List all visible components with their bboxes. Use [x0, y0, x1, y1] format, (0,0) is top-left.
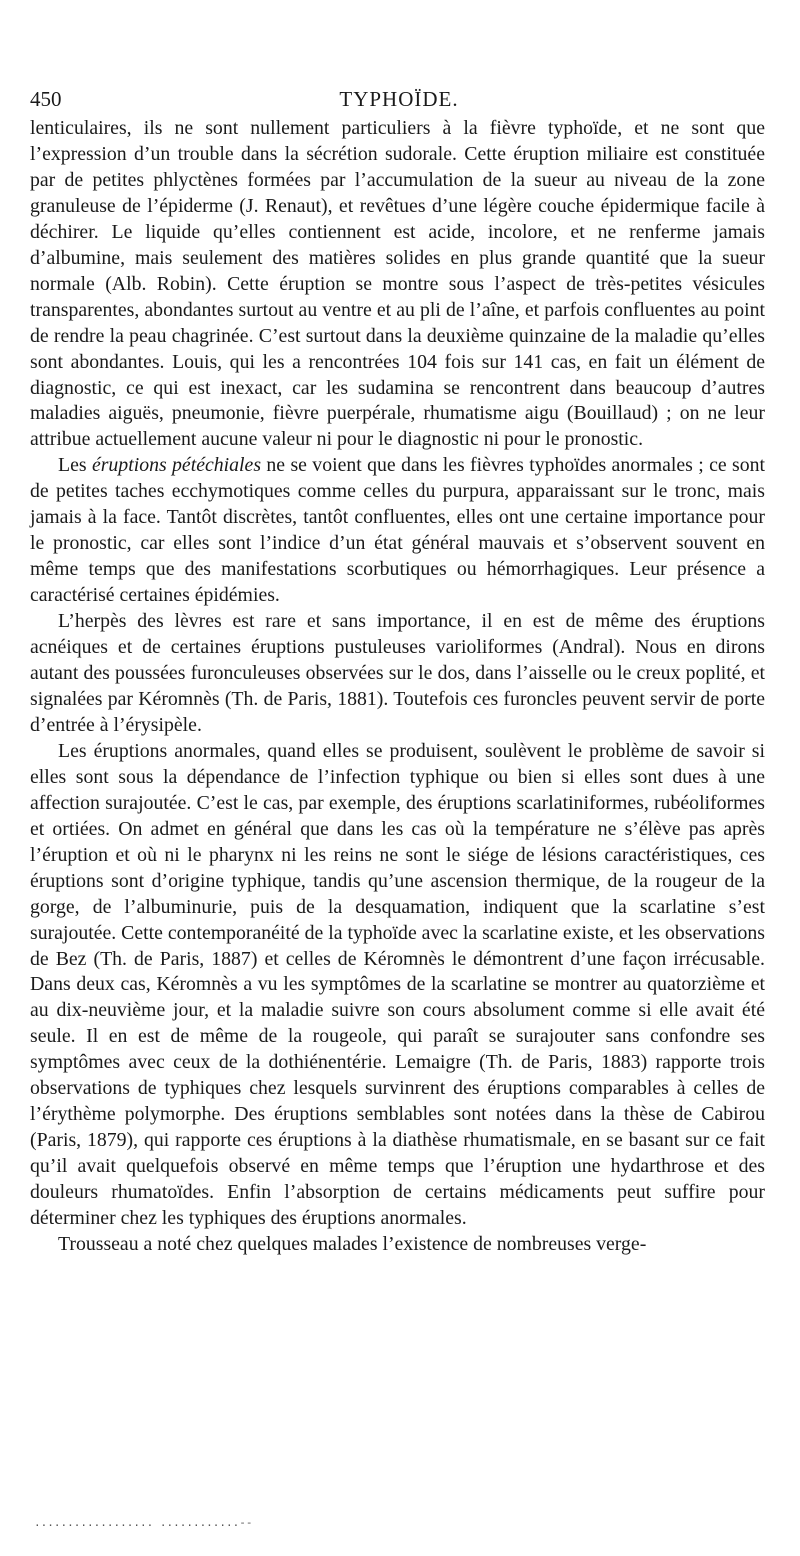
paragraph-abnormal-eruptions: Les éruptions anormales, quand elles se produisent, soulèvent le problème de savoir si elles sont sous la dépendance de l’infection typhique ou bien si elles sont dues à une affection surajoutée. C’est le cas, par exemple, des éruptions scarlatiniformes, rubéoliformes et ortiées. On admet en général que dans les cas où la température ne s’élève pas après l’éruption et où ni le pharynx ni les reins ne sont le siége de lésions caractéristiques, ces éruptions sont d’origine typhique, tandis qu’une ascension thermique, de la rougeur de la gorge, de l’albuminurie, puis de la desquamation, indiquent que la scarlatine s’est surajoutée. Cette contemporanéité de la typhoïde avec la scarlatine existe, et les observations de Bez (Th. de Paris, 1887) et celles de Kéromnès le démontrent d’une façon irrécusable. Dans deux cas, Kéromnès a vu les symptômes de la scarlatine se montrer au quatorzième et au dix-neuvième jour, et la maladie suivre son cours absolument comme si elle avait été seule. Il en est de même de la rougeole, qui paraît se surajouter sans confondre ses symptômes avec ceux de la dothiénentérie. Lemaigre (Th. de Paris, 1883) rapporte trois observations de typhiques chez lesquels survinrent des éruptions comparables à celles de l’érythème polymorphe. Des éruptions semblables sont notées dans la thèse de Cabirou (Paris, 1879), qui rapporte ces éruptions à la diathèse rhumatismale, en se basant sur ce fait qu’il avait quelquefois observé en même temps que l’éruption une hydarthrose et des douleurs rhumatoïdes. Enfin l’absorption de certains médicaments peut suffire pour déterminer chez les typhiques des éruptions anormales.	[30, 739, 765, 1230]
paragraph-herpes: L’herpès des lèvres est rare et sans importance, il en est de même des éruptions acnéiques et de certaines éruptions pustuleuses varioliformes (Andral). Nous en dirons autant des poussées furonculeuses observées sur le dos, dans l’aisselle ou le creux poplité, et signalées par Kéromnès (Th. de Paris, 1881). Toutefois ces furoncles peuvent servir de porte d’entrée à l’érysipèle.	[30, 610, 765, 736]
page-number: 450	[30, 87, 62, 111]
body-text	[30, 116, 765, 1258]
running-title: TYPHOÏDE.	[339, 87, 459, 111]
paragraph-body: ne se voient que dans les fièvres typhoïdes anormales ; ce sont de petites taches ecchymotiques comme celles du purpura, apparaissant sur le tronc, mais jamais à la face. Tantôt discrètes, tantôt confluentes, elles ont une certaine importance pour le pronostic, car elles sont l’indice d’un état général mauvais et s’observent souvent en même temps que des manifestations scorbutiques ou hémorrhagiques. Leur présence a caractérisé certaines épidémies.	[30, 454, 765, 607]
emphasized-term: éruptions pétéchiales	[91, 454, 262, 477]
page-header	[30, 86, 768, 112]
paragraph-sudamina-continued: lenticulaires, ils ne sont nullement particuliers à la fièvre typhoïde, et ne sont que l’expression d’un trouble dans la sécrétion sudorale. Cette éruption miliaire est constituée par de petites phlyctènes formées par l’accumulation de la sueur au niveau de la zone granuleuse de l’épiderme (J. Renaut), et revêtues d’une légère couche épidermique facile à déchirer. Le liquide qu’elles contiennent est acide, incolore, et ne renferme jamais d’albumine, mais seulement des matières solides en plus grande quantité que la sueur normale (Alb. Robin). Cette éruption se montre sous l’aspect de très-petites vésicules transparentes, abondantes surtout au ventre et au pli de l’aîne, et parfois confluentes au point de rendre la peau chagrinée. C’est surtout dans la deuxième quinzaine de la maladie qu’elles sont abondantes. Louis, qui les a rencontrées 104 fois sur 141 cas, en fait un élément de diagnostic, ce qui est inexact, car les sudamina se rencontrent dans beaucoup d’autres maladies aiguës, pneumonie, fièvre puerpérale, rhumatisme aigu (Bouillaud) ; on ne leur attribue actuellement aucune valeur ni pour le diagnostic ni pour le pronostic.	[30, 117, 765, 451]
paragraph-trousseau: Trousseau a noté chez quelques malades l’existence de nombreuses verge-	[58, 1232, 647, 1255]
footer-dotted-line: .................. ............--	[34, 1516, 253, 1529]
paragraph-lead: Les	[58, 454, 92, 477]
paragraph-petechial-eruptions	[30, 453, 765, 609]
